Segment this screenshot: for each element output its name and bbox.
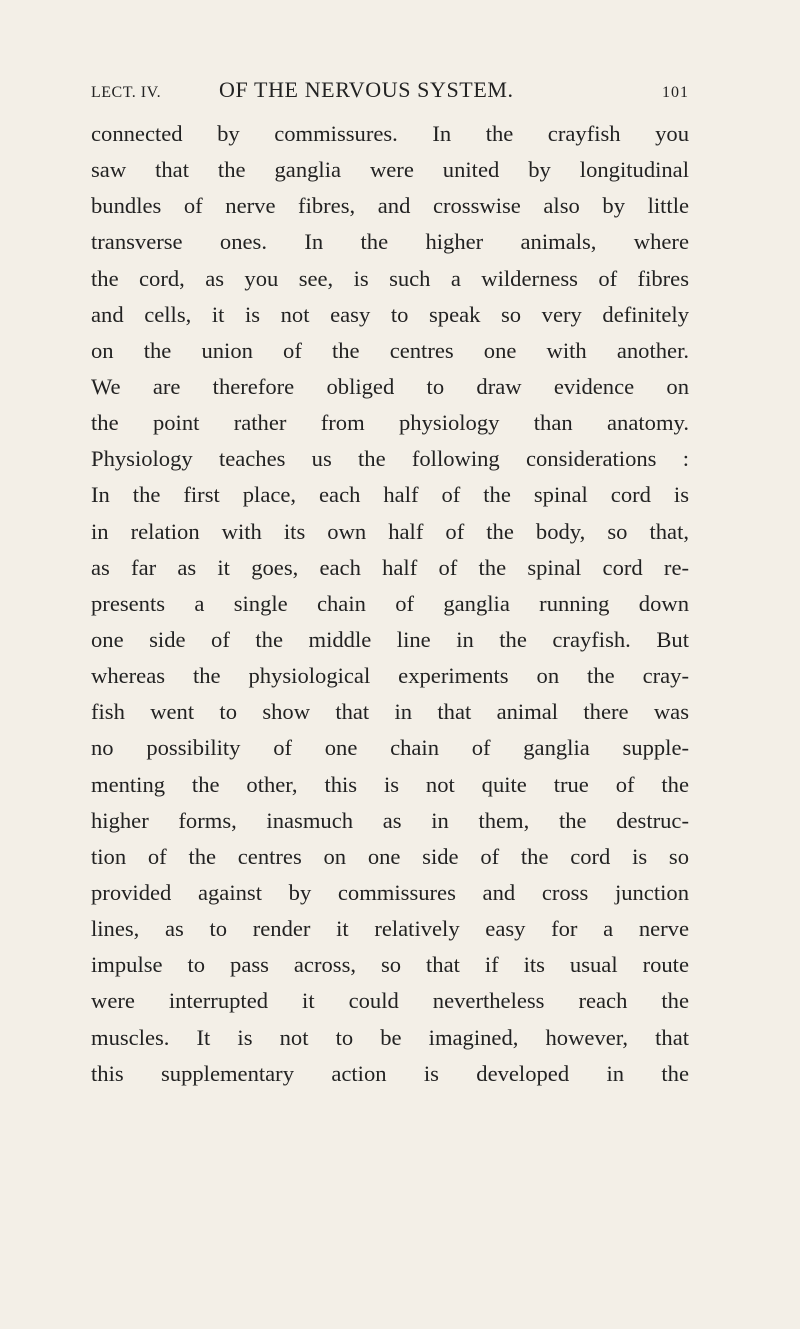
text-line: bundles of nerve fibres, and crosswise also by little (91, 193, 689, 219)
text-line: connected by commissures. In the crayfish you (91, 121, 689, 146)
text-line: this supplementary action is developed in the (91, 1060, 689, 1086)
text-line: higher forms, inasmuch as in them, the destruc- (91, 807, 689, 833)
text-line: the point rather from physiology than anatomy. (91, 410, 689, 436)
running-head-title: OF THE NERVOUS SYSTEM. (219, 77, 514, 102)
text-line: in relation with its own half of the body, so that, (91, 518, 689, 544)
text-line: tion of the centres on one side of the cord is so (91, 843, 689, 869)
text-line: presents a single chain of ganglia running down (91, 590, 689, 616)
text-line: We are therefore obliged to draw evidence on (91, 373, 689, 399)
text-line: Physiology teaches us the following considerations : (91, 446, 689, 472)
text-line: muscles. It is not to be imagined, however, that (91, 1024, 689, 1050)
text-line: lines, as to render it relatively easy for a nerve (91, 916, 689, 942)
text-line: the cord, as you see, is such a wilderness of fibres (91, 265, 689, 291)
text-line: menting the other, this is not quite true of the (91, 771, 689, 797)
text-line: saw that the ganglia were united by longitudinal (91, 157, 689, 183)
text-line: transverse ones. In the higher animals, where (91, 229, 689, 255)
running-head (91, 77, 689, 107)
text-line: impulse to pass across, so that if its usual route (91, 952, 689, 978)
text-line: whereas the physiological experiments on the cray- (91, 663, 689, 689)
page-number: 101 (662, 84, 689, 101)
text-line: fish went to show that in that animal there was (91, 699, 689, 725)
lecture-label: LECT. IV. (91, 84, 162, 101)
text-line: In the first place, each half of the spinal cord is (91, 482, 689, 508)
text-line: provided against by commissures and cross junction (91, 879, 689, 905)
text-line: were interrupted it could nevertheless reach the (91, 988, 689, 1014)
text-line: on the union of the centres one with another. (91, 337, 689, 363)
text-line: no possibility of one chain of ganglia supple- (91, 735, 689, 761)
body-text (91, 116, 689, 1092)
text-line: as far as it goes, each half of the spinal cord re- (91, 554, 689, 580)
text-line: and cells, it is not easy to speak so very definitely (91, 301, 689, 327)
text-line: one side of the middle line in the crayfish. But (91, 626, 689, 652)
